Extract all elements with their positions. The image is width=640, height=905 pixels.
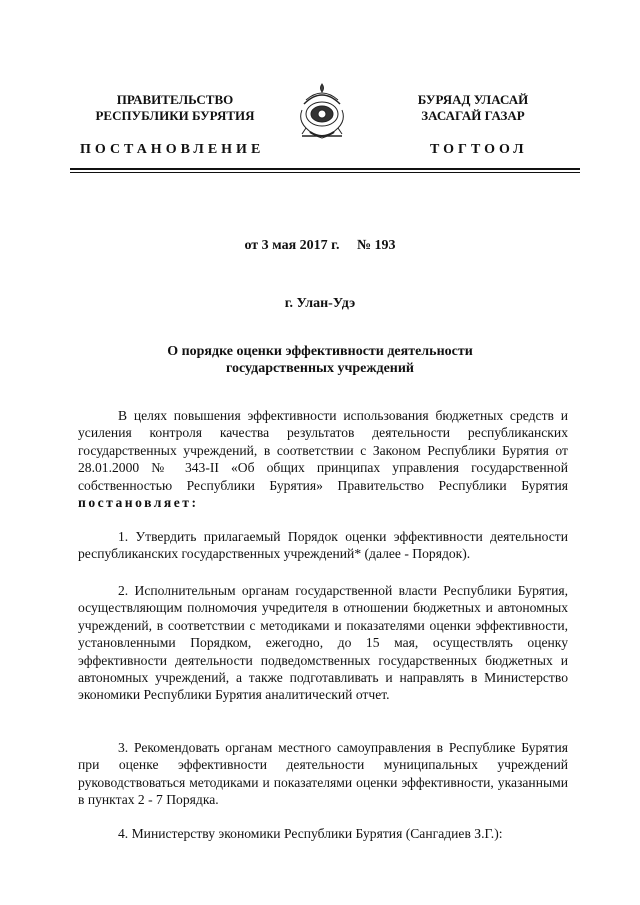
preamble-text: В целях повышения эффективности использования бюджетных средств и усиления контроля качества результатов деятельности республиканских государственных учреждений, в соответствии с Законом Республики Бурятия от 28.01.2000 № 343-II «Об общих принципах управления государственной собственностью Республики Бурятия» Правительство Республики Бурятия [78,408,568,493]
doc-title-line1: О порядке оценки эффективности деятельности [167,344,473,359]
doc-title [0,343,640,377]
paragraph-item-1 [78,528,568,563]
item-4-text: 4. Министерству экономики Республики Бурятия (Сангадиев З.Г.): [118,826,503,841]
paragraph-preamble [78,407,568,511]
issuer-right [378,92,568,124]
issuer-right-line2: ЗАСАГАЙ ГАЗАР [421,108,525,123]
paragraph-item-4 [78,825,568,842]
doc-kind-left: ПОСТАНОВЛЕНИЕ [80,142,265,157]
doc-number: № 193 [356,238,396,253]
doc-city: г. Улан-Удэ [284,296,356,311]
issuer-left [80,92,270,124]
header-rule-thin [70,172,580,173]
item-2-text: 2. Исполнительным органам государственной власти Республики Бурятия, осуществляющим полномочия учредителя в отношении бюджетных и автономных учреждений, в соответствии с методиками и показателями оценки эффективности, установленными Порядком, ежегодно, до 15 мая, осуществлять оценку эффективности деятельности подведомственных государственных бюджетных и автономных учреждений, а также подготавливать и направлять в Министерство экономики Республики Бурятия аналитический отчет. [78,583,568,703]
doc-kind-right: ТОГТООЛ [430,142,528,157]
doc-title-line2: государственных учреждений [226,361,414,376]
paragraph-item-3 [78,739,568,809]
coat-of-arms-icon [296,80,348,142]
header-rule [70,168,580,170]
item-3-text: 3. Рекомендовать органам местного самоуправления в Республике Бурятия при оценке эффективности деятельности муниципальных учреждений руководствоваться методиками и показателями оценки эффективности, указанными в пунктах 2 - 7 Порядка. [78,740,568,808]
paragraph-item-2 [78,582,568,704]
doc-date-line [0,238,640,254]
issuer-left-line2: РЕСПУБЛИКИ БУРЯТИЯ [95,108,255,123]
issuer-left-line1: ПРАВИТЕЛЬСТВО [116,92,234,107]
doc-date: от 3 мая 2017 г. [244,238,340,253]
issuer-right-line1: БУРЯАД УЛАСАЙ [417,92,529,107]
preamble-resolves: постановляет: [78,495,199,511]
item-1-text: 1. Утвердить прилагаемый Порядок оценки эффективности деятельности республиканских государственных учреждений* (далее - Порядок). [78,529,568,562]
